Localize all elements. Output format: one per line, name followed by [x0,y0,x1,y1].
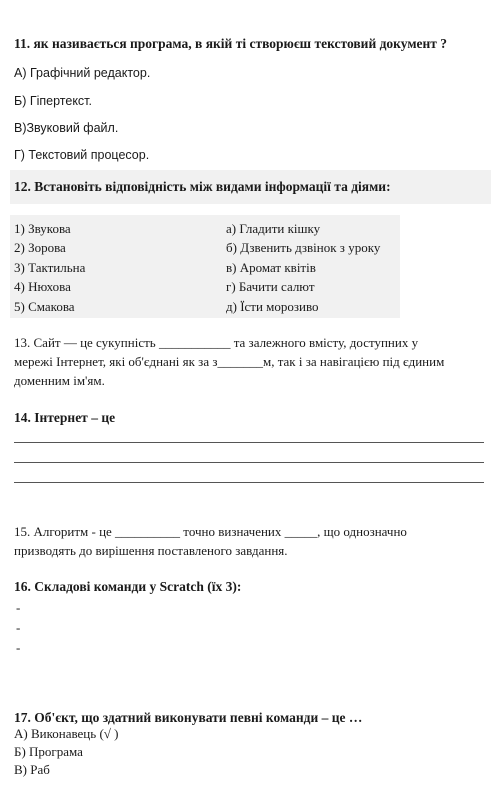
q17-title: 17. Об'єкт, що здатний виконувати певні команди – це … [14,710,363,725]
q12-title: 12. Встановіть відповідність між видами інформації та діями: [14,179,391,194]
q12-left-item: 4) Нюхова [14,279,71,294]
q16-title: 16. Складові команди у Scratch (їх 3): [14,579,242,594]
q16-answer-dash: - [16,620,21,635]
q13-line-3: доменним ім'ям. [14,373,105,388]
q12-left-item: 3) Тактильна [14,260,86,275]
q16-answer-dash: - [16,640,21,655]
answer-line [14,462,484,463]
q16-answer-dash: - [16,600,21,615]
q12-right-item: б) Дзвенить дзвінок з уроку [226,240,381,255]
q12-left-item: 1) Звукова [14,221,71,236]
answer-line [14,482,484,483]
q17-option-c: В) Раб [14,762,50,777]
q14-title: 14. Інтернет – це [14,410,116,425]
q11-option-c: В)Звуковий файл. [14,121,119,135]
q12-left-item: 5) Смакова [14,299,75,314]
q11-option-d: Г) Текстовий процесор. [14,148,150,162]
q12-right-item: в) Аромат квітів [226,260,316,275]
q15-line-2: призводять до вирішення поставленого завдання. [14,543,288,558]
q12-right-item: д) Їсти морозиво [226,299,319,314]
q13-line-2: мережі Інтернет, які об'єднані як за з_______м, так і за навігацією під єдиним [14,354,445,369]
q11-title: 11. як називається програма, в якій ті створюєш текстовий документ ? [14,36,448,51]
answer-line [14,442,484,443]
q17-option-b: Б) Програма [14,744,83,759]
q12-left-item: 2) Зорова [14,240,66,255]
q12-right-item: г) Бачити салют [226,279,315,294]
q15-line-1: 15. Алгоритм - це __________ точно визначених _____, що однозначно [14,524,407,539]
q17-option-a: А) Виконавець (√ ) [14,726,119,741]
q13-line-1: 13. Сайт — це сукупність ___________ та залежного вмісту, доступних у [14,335,419,350]
q11-option-b: Б) Гіпертекст. [14,94,92,108]
q12-right-item: а) Гладити кішку [226,221,321,236]
q11-option-a: А) Графічний редактор. [14,66,151,80]
